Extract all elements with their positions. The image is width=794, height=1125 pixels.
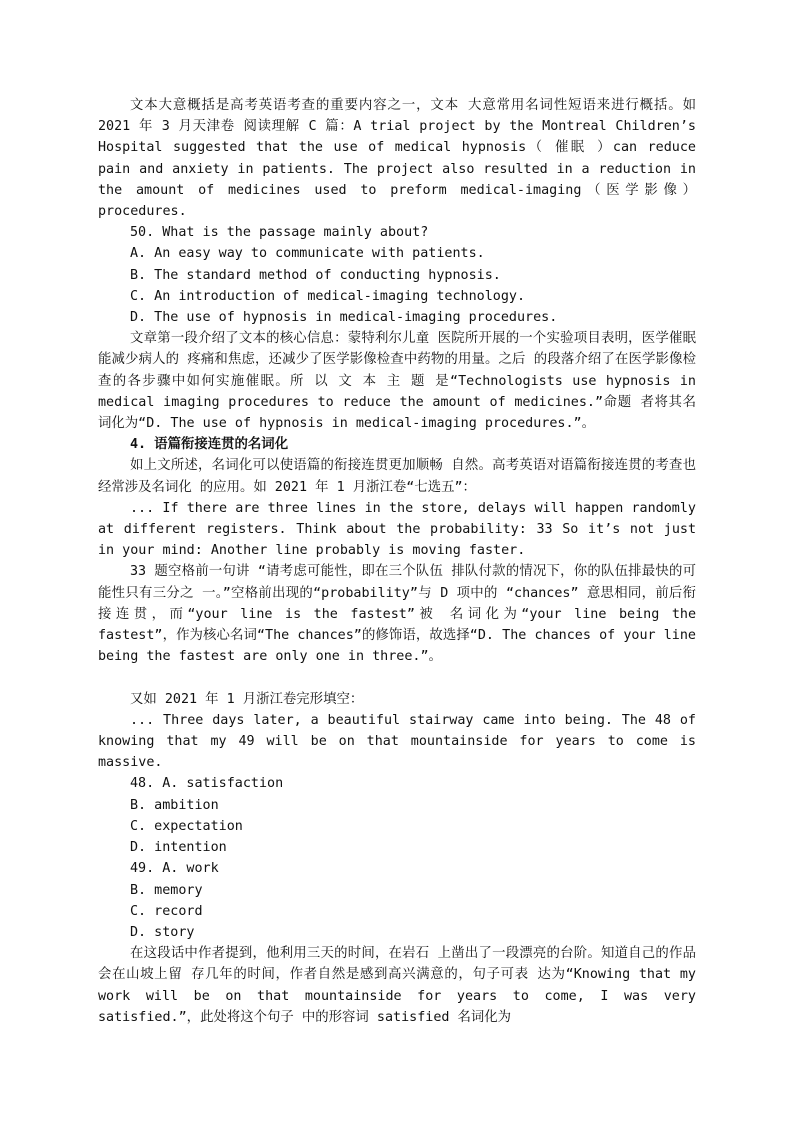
analysis-paragraph: 文章第一段介绍了文本的核心信息：蒙特利尔儿童 医院所开展的一个实验项目表明，医学催眠能减少病人的 疼痛和焦虑，还减少了医学影像检查中药物的用量。之后 的段落介绍了在医学影像检查的各步骤中如何实施催眠。所 以 文 本 主 题 是“Technologists use hypnosis in medical imaging procedures to reduce the amount of medicines.”命题 者将其名词化为“D. The use of hypnosis in medical-imaging procedures.”。 — [98, 331, 696, 432]
q49-option-a: 49. A. work — [130, 861, 219, 877]
q50-option-b: B. The standard method of conducting hypnosis. — [130, 267, 501, 283]
q50-option-a: A. An easy way to communicate with patients. — [130, 246, 485, 262]
q48-option-b: B. ambition — [130, 797, 219, 813]
section-4-paragraph: 如上文所述，名词化可以使语篇的衔接连贯更加顺畅 自然。高考英语对语篇衔接连贯的考查也经常涉及名词化 的应用。如 2021 年 1 月浙江卷“七选五”： — [98, 458, 696, 495]
example-2-quote: ... Three days later, a beautiful stairway came into being. The 48 of knowing that my 49 will be on that mountainside for years to come is massive. — [98, 712, 696, 771]
q49-option-b: B. memory — [130, 882, 203, 898]
q48-option-a: 48. A. satisfaction — [130, 776, 284, 792]
question-50: 50. What is the passage mainly about? — [130, 225, 429, 241]
q49-option-c: C. record — [130, 903, 203, 919]
q49-option-d: D. story — [130, 924, 195, 940]
document-page — [98, 95, 696, 1028]
section-4-heading: 4. 语篇衔接连贯的名词化 — [130, 437, 289, 453]
section-4-analysis: 33 题空格前一句讲 “请考虑可能性，即在三个队伍 排队付款的情况下，你的队伍排最快的可能性只有三分之 一。”空格前出现的“probability”与 D 项中的 “chances” 意思相同，前后衔接连贯，而“your line is the fastest”被 名词化为“your line being the fastest”，作为核心名词“The chances”的修饰语，故选择“D. The chances of your line being the fastest are only one in three.”。 — [98, 564, 696, 665]
q48-option-d: D. intention — [130, 840, 227, 856]
final-paragraph: 在这段话中作者提到，他利用三天的时间，在岩石 上凿出了一段漂亮的台阶。知道自己的作品会在山坡上留 存几年的时间，作者自然是感到高兴满意的，句子可表 达为“Knowing that my work will be on that mountainside for years to come, I was very satisfied.”，此处将这个句子 中的形容词 satisfied 名词化为 — [98, 946, 696, 1025]
example-2-intro: 又如 2021 年 1 月浙江卷完形填空： — [130, 691, 364, 707]
section-4-quote: ... If there are three lines in the store, delays will happen randomly at different registers. Think about the probability: 33 So it’s not just in your mind: Another line probably is moving faster. — [98, 500, 696, 559]
intro-paragraph: 文本大意概括是高考英语考查的重要内容之一，文本 大意常用名词性短语来进行概括。如 2021 年 3 月天津卷 阅读理解 C 篇：A trial project by the Montreal Children’s Hospital suggested that the use of medical hypnosis（ 催眠 ）can reduce pain and anxiety in patients. The project also resulted in a reduction in the amount of medicines used to preform medical-imaging（医学影像）procedures. — [98, 98, 696, 220]
paragraph-gap — [98, 667, 696, 688]
q50-option-c: C. An introduction of medical-imaging technology. — [130, 288, 526, 304]
q48-option-c: C. expectation — [130, 818, 243, 834]
q50-option-d: D. The use of hypnosis in medical-imaging procedures. — [130, 310, 558, 326]
